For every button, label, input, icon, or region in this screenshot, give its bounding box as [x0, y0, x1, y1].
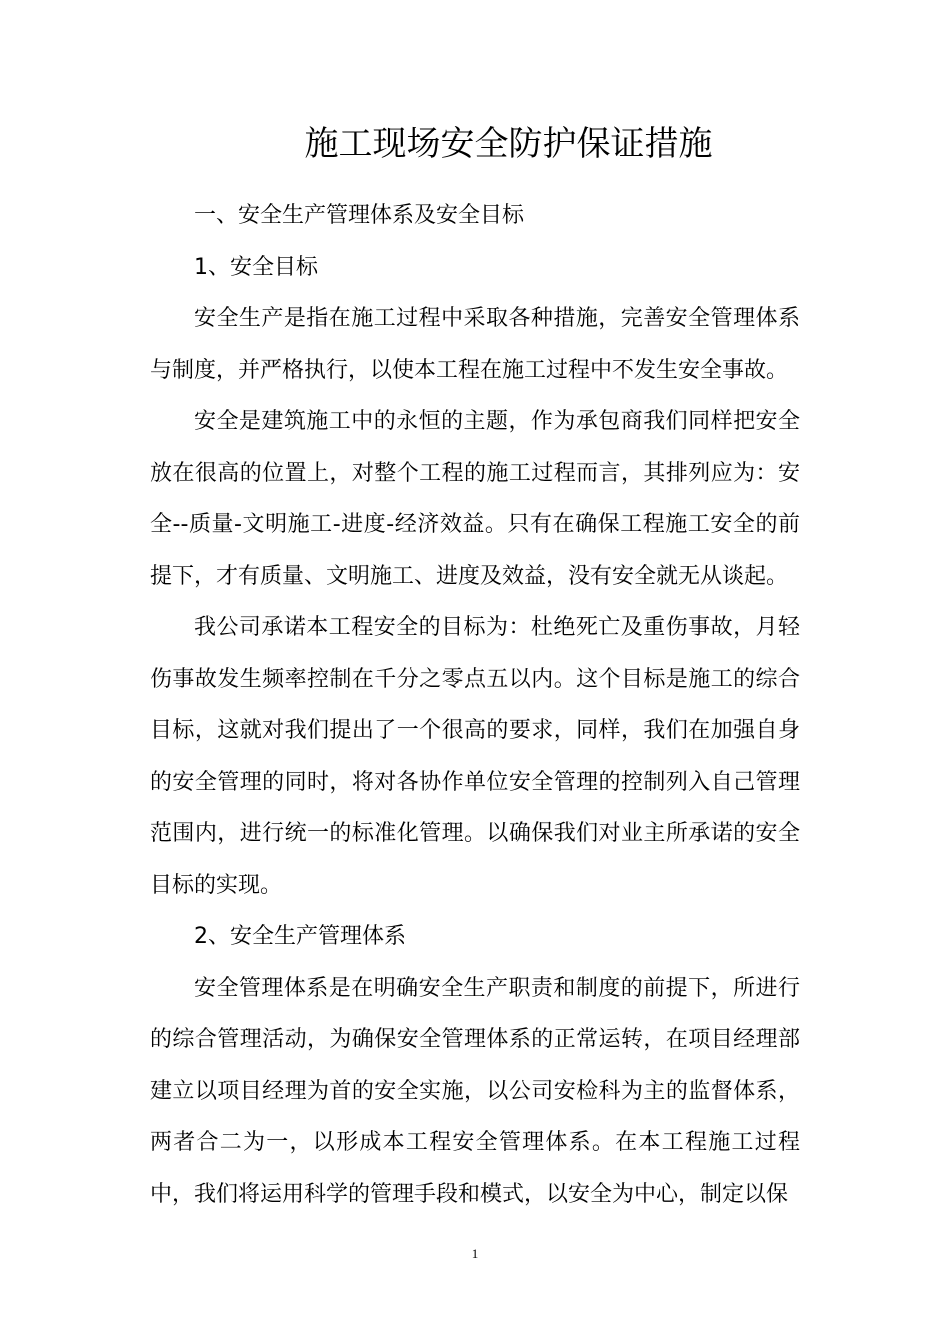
body-paragraph: 安全管理体系是在明确安全生产职责和制度的前提下，所进行的综合管理活动，为确保安全管理体系的正常运转，在项目经理部建立以项目经理为首的安全实施，以公司安检科为主的监督体系，两者合二为一，以形成本工程安全管理体系。在本工程施工过程中，我们将运用科学的管理手段和模式，以安全为中心，制定以保	[150, 975, 800, 1207]
document-title: 施工现场安全防护保证措施	[304, 124, 713, 164]
body-paragraph: 安全是建筑施工中的永恒的主题，作为承包商我们同样把安全放在很高的位置上，对整个工程的施工过程而言，其排列应为：安全--质量-文明施工-进度-经济效益。只有在确保工程施工安全的前提下，才有质量、文明施工、进度及效益，没有安全就无从谈起。	[150, 409, 800, 589]
document-body	[150, 190, 800, 1220]
subsection-heading: 1、安全目标	[194, 254, 318, 280]
body-paragraph: 安全生产是指在施工过程中采取各种措施，完善安全管理体系与制度，并严格执行，以使本工程在施工过程中不发生安全事故。	[150, 306, 800, 383]
section-heading: 一、安全生产管理体系及安全目标	[194, 203, 525, 228]
body-paragraph: 我公司承诺本工程安全的目标为：杜绝死亡及重伤事故，月轻伤事故发生频率控制在千分之零点五以内。这个目标是施工的综合目标，这就对我们提出了一个很高的要求，同样，我们在加强自身的安全管理的同时，将对各协作单位安全管理的控制列入自己管理范围内，进行统一的标准化管理。以确保我们对业主所承诺的安全目标的实现。	[150, 615, 800, 898]
page-number: 1	[471, 1246, 479, 1261]
subsection-heading: 2、安全生产管理体系	[194, 924, 406, 949]
